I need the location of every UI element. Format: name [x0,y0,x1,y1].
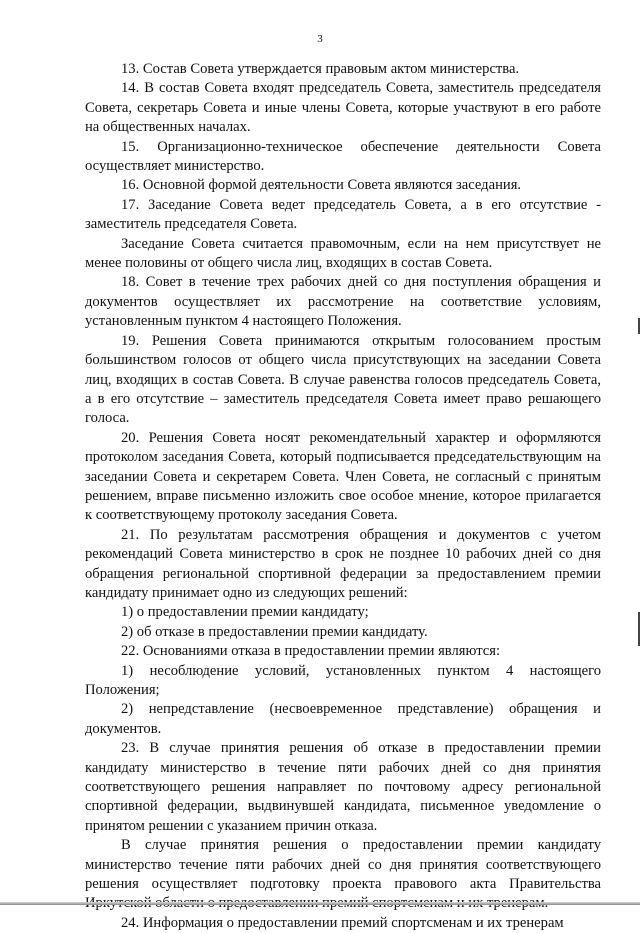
paragraph-15: 15. Организационно-техническое обеспечение деятельности Совета осуществляет министерство. [85,138,601,175]
paragraph-23-approval: В случае принятия решения о предоставлении премии кандидату министерство течение пяти рабочих дней со дня принятия соответствующего решения осуществляет подготовку проекта правового акта Правительства [85,837,601,893]
paragraph-20: 20. Решения Совета носят рекомендательный характер и оформляются протоколом заседания Совета, который подписывается председательствующим на заседании Совета и секретарем Совета. Член Совета, не согласный с принятым решением, вправе письменно изложить свое особое мнение, которое прилагается к соответствующему протоколу заседания Совета. [85,429,601,524]
paragraph-17: 17. Заседание Совета ведет председатель Совета, а в его отсутствие - заместитель председателя Совета. [85,196,601,233]
paragraph-22-item-2: 2) непредставление (несвоевременное представление) обращения и документов. [85,701,601,737]
paragraph-24: 24. Информация о предоставлении премий спортсменам и их тренерам [121,914,564,931]
paragraph-21: 21. По результатам рассмотрения обращения и документов с учетом рекомендаций Совета министерство в срок не позднее 10 рабочих дней со дня обращения региональной спортивной федерации за предоставлением премии кандидату принимает одно из следующих решений: [85,526,601,601]
paragraph-22: 22. Основаниями отказа в предоставлении премии являются: [121,643,501,660]
paragraph-22-item-1: 1) несоблюдение условий, установленных пунктом 4 настоящего Положения; [85,662,601,698]
paragraph-13: 13. Состав Совета утверждается правовым актом министерства. [121,61,520,77]
paragraph-21-item-1: 1) о предоставлении премии кандидату; [121,604,369,621]
page-number: 3 [317,33,323,45]
paragraph-16: 16. Основной формой деятельности Совета являются заседания. [121,177,522,194]
document-body [85,60,601,933]
paragraph-14: 14. В состав Совета входят председатель Совета, заместитель председателя Совета, секретарь Совета и иные члены Совета, которые участвуют в его работе на общественных началах. [85,80,601,136]
paragraph-21-item-2: 2) об отказе в предоставлении премии кандидату. [121,623,428,640]
paragraph-19: 19. Решения Совета принимаются открытым голосованием простым большинством голосов от общего числа присутствующих на заседании Совета лиц, входящих в состав Совета. В случае равенства голосов председатель Совета, а в его отсутствие – заместитель председателя Совета имеет право решающего голоса. [85,332,601,427]
paragraph-23: 23. В случае принятия решения об отказе в предоставлении премии кандидату министерство в течение пяти рабочих дней со дня принятия соответствующего решения направляет по почтовому адресу региональной спортивной федерации, выдвинувшей кандидата, письменное уведомление о принятом решении с указанием причин отказа. [85,740,601,834]
paragraph-18: 18. Совет в течение трех рабочих дней со дня поступления обращения и документов осуществляет их рассмотрение на соответствие условиям, установленным пунктом 4 настоящего Положения. [85,274,601,330]
paragraph-17-quorum: Заседание Совета считается правомочным, если на нем присутствует не менее половины от общего числа лиц, входящих в состав Совета. [85,235,601,272]
